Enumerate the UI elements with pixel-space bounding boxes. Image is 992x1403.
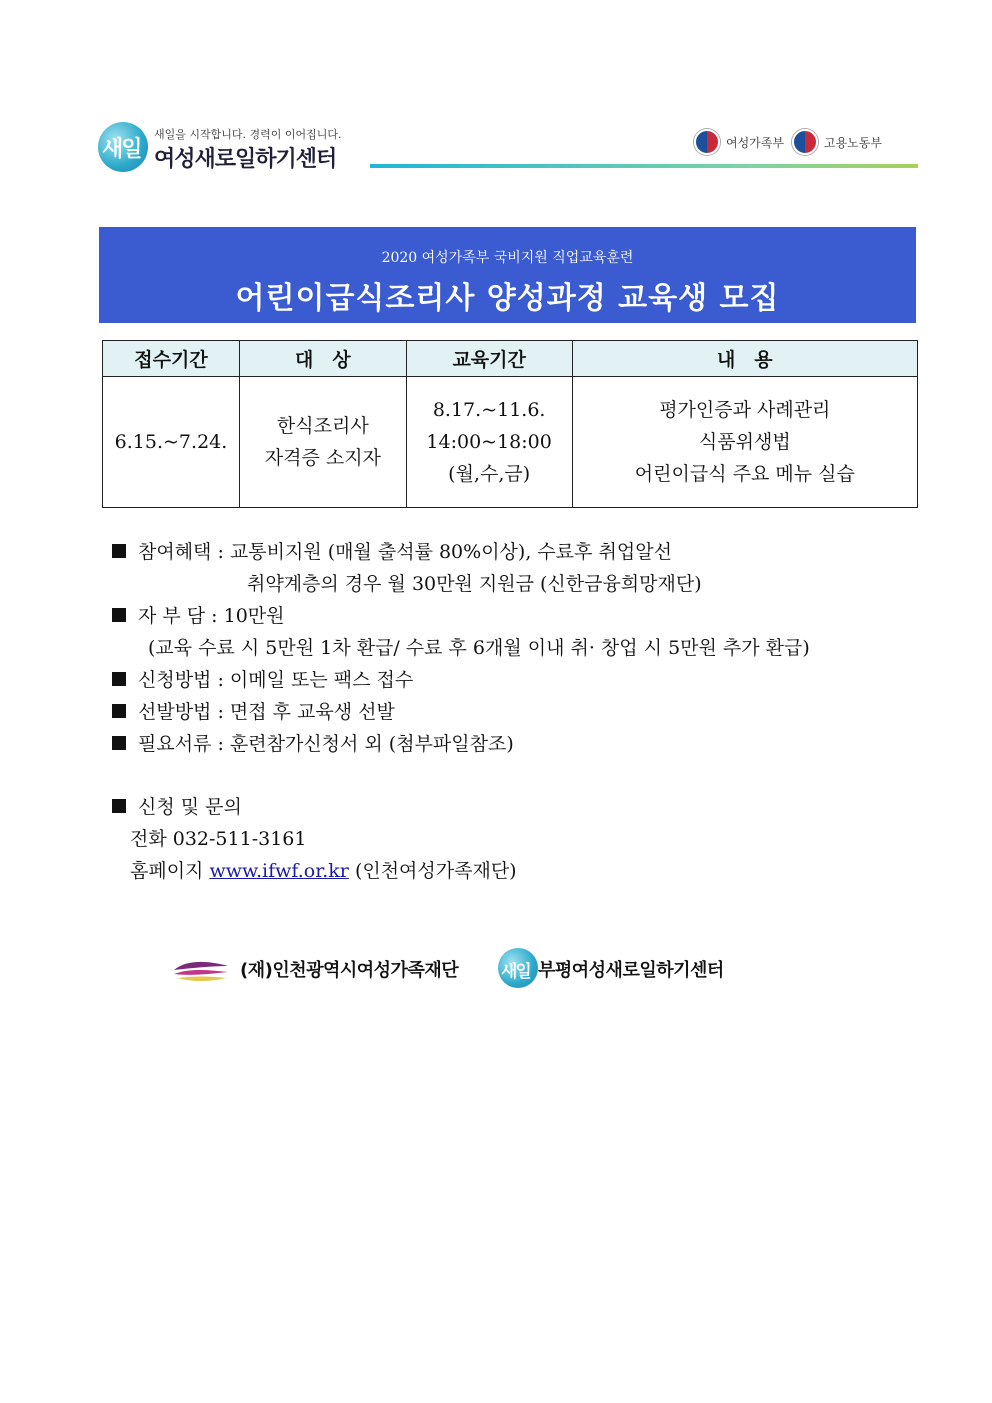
contact-phone: 전화 032-511-3161 (130, 828, 307, 850)
list-item-benefit-extra: 취약계층의 경우 월 30만원 지원금 (신한금융희망재단) (247, 573, 702, 595)
square-bullet-icon (112, 608, 126, 622)
list-item-self-pay: 자 부 담 : 10만원 (112, 600, 810, 632)
contact-heading: 신청 및 문의 (112, 791, 517, 823)
header-divider (370, 164, 918, 168)
government-emblem-icon (792, 129, 818, 155)
cell-target: 한식조리사 자격증 소지자 (239, 377, 406, 508)
header-target: 대 상 (239, 341, 406, 377)
foundation-logo-icon (172, 956, 230, 984)
course-info-table (102, 340, 918, 508)
header-schedule: 교육기간 (406, 341, 572, 377)
header (98, 118, 920, 178)
tagline: 새일을 시작합니다. 경력이 이어집니다. (154, 128, 342, 141)
government-emblem-icon (694, 129, 720, 155)
ministry-employment-labor: 고용노동부 (792, 130, 882, 154)
contact-section (112, 791, 517, 887)
banner-subtitle: 2020 여성가족부 국비지원 직업교육훈련 (381, 250, 634, 266)
footer (172, 948, 772, 988)
header-content: 내 용 (572, 341, 917, 377)
square-bullet-icon (112, 799, 126, 813)
banner-title: 어린이급식조리사 양성과정 교육생 모집 (235, 281, 780, 316)
table-row (103, 377, 918, 508)
list-item-apply-method: 신청방법 : 이메일 또는 팩스 접수 (112, 664, 810, 696)
square-bullet-icon (112, 544, 126, 558)
center-name: 여성새로일하기센터 (154, 147, 337, 172)
table-header-row (103, 341, 918, 377)
header-period: 접수기간 (103, 341, 240, 377)
list-item-self-pay-note: (교육 수료 시 5만원 1차 환급/ 수료 후 6개월 이내 취· 창업 시 5만원 추가 환급) (148, 637, 810, 659)
cell-content: 평가인증과 사례관리 식품위생법 어린이급식 주요 메뉴 실습 (572, 377, 917, 508)
details-list (112, 536, 810, 760)
saeil-logo: 새일 (98, 122, 148, 172)
cell-period: 6.15.~7.24. (103, 377, 240, 508)
contact-homepage: 홈페이지 www.ifwf.or.kr (인천여성가족재단) (130, 860, 517, 882)
center-name-footer: 부평여성새로일하기센터 (538, 960, 724, 981)
cell-schedule: 8.17.~11.6. 14:00~18:00 (월,수,금) (406, 377, 572, 508)
saeil-logo-small: 새일 (498, 948, 538, 988)
list-item-documents: 필요서류 : 훈련참가신청서 외 (첨부파일참조) (112, 728, 810, 760)
square-bullet-icon (112, 672, 126, 686)
homepage-link[interactable]: www.ifwf.or.kr (209, 860, 349, 882)
foundation-name: (재)인천광역시여성가족재단 (240, 960, 459, 981)
list-item-benefit: 참여혜택 : 교통비지원 (매월 출석률 80%이상), 수료후 취업알선 (112, 536, 810, 568)
ministry-gender-equality: 여성가족부 (694, 130, 784, 154)
title-banner (99, 227, 916, 323)
list-item-select-method: 선발방법 : 면접 후 교육생 선발 (112, 696, 810, 728)
square-bullet-icon (112, 736, 126, 750)
square-bullet-icon (112, 704, 126, 718)
